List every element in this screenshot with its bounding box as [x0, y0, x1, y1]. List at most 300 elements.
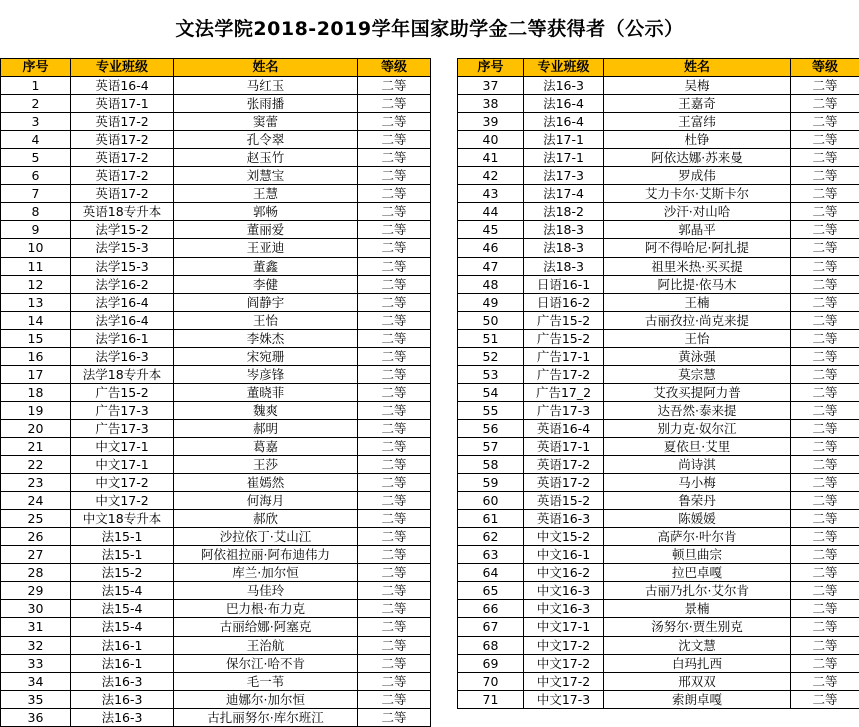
cell-name: 古丽孜拉·尚克来提: [604, 311, 791, 329]
cell-level: 二等: [791, 203, 859, 221]
cell-name: 尚诗淇: [604, 456, 791, 474]
cell-level: 二等: [358, 293, 431, 311]
cell-name: 窦蕾: [174, 113, 358, 131]
cell-index: 17: [1, 365, 71, 383]
header-class: 专业班级: [524, 59, 604, 77]
cell-index: 70: [458, 672, 524, 690]
cell-index: 35: [1, 690, 71, 708]
cell-level: 二等: [791, 474, 859, 492]
cell-index: 50: [458, 311, 524, 329]
table-row: [458, 185, 859, 203]
cell-class: 广告17-2: [524, 365, 604, 383]
page-title: 文法学院2018-2019学年国家助学金二等获得者（公示）: [0, 0, 859, 58]
cell-index: 61: [458, 510, 524, 528]
cell-level: 二等: [791, 167, 859, 185]
cell-name: 达吾然·泰来提: [604, 401, 791, 419]
table-row: [1, 149, 431, 167]
cell-index: 13: [1, 293, 71, 311]
cell-level: 二等: [791, 113, 859, 131]
cell-index: 60: [458, 492, 524, 510]
cell-level: 二等: [791, 329, 859, 347]
cell-index: 34: [1, 672, 71, 690]
table-row: [458, 167, 859, 185]
cell-class: 中文16-3: [524, 582, 604, 600]
cell-name: 古丽乃扎尔·艾尔肯: [604, 582, 791, 600]
cell-class: 广告15-2: [71, 383, 174, 401]
header-index: 序号: [1, 59, 71, 77]
cell-class: 法学15-3: [71, 239, 174, 257]
table-row: [1, 546, 431, 564]
cell-index: 56: [458, 419, 524, 437]
cell-name: 高萨尔·叶尔肯: [604, 528, 791, 546]
cell-index: 58: [458, 456, 524, 474]
table-row: [1, 203, 431, 221]
cell-class: 广告17-3: [71, 419, 174, 437]
cell-class: 法15-4: [71, 618, 174, 636]
cell-index: 30: [1, 600, 71, 618]
table-row: [1, 239, 431, 257]
table-row: [1, 437, 431, 455]
cell-class: 中文15-2: [524, 528, 604, 546]
cell-index: 4: [1, 131, 71, 149]
table-row: [458, 654, 859, 672]
cell-index: 1: [1, 77, 71, 95]
table-row: [1, 77, 431, 95]
cell-level: 二等: [791, 600, 859, 618]
cell-name: 吴梅: [604, 77, 791, 95]
table-row: [458, 365, 859, 383]
cell-index: 7: [1, 185, 71, 203]
cell-class: 广告15-2: [524, 311, 604, 329]
cell-level: 二等: [358, 401, 431, 419]
cell-index: 40: [458, 131, 524, 149]
table-row: [458, 203, 859, 221]
table-row: [458, 636, 859, 654]
cell-class: 法17-3: [524, 167, 604, 185]
cell-index: 22: [1, 456, 71, 474]
cell-class: 法15-2: [71, 564, 174, 582]
cell-class: 法学15-3: [71, 257, 174, 275]
cell-name: 景楠: [604, 600, 791, 618]
cell-level: 二等: [791, 239, 859, 257]
cell-class: 法学16-4: [71, 311, 174, 329]
cell-class: 英语17-2: [71, 149, 174, 167]
cell-name: 张雨播: [174, 95, 358, 113]
table-row: [1, 347, 431, 365]
cell-index: 8: [1, 203, 71, 221]
cell-index: 31: [1, 618, 71, 636]
cell-index: 52: [458, 347, 524, 365]
cell-level: 二等: [791, 365, 859, 383]
cell-name: 崔嫣然: [174, 474, 358, 492]
header-index: 序号: [458, 59, 524, 77]
cell-level: 二等: [791, 185, 859, 203]
cell-level: 二等: [358, 131, 431, 149]
table-row: [458, 546, 859, 564]
cell-index: 55: [458, 401, 524, 419]
cell-index: 66: [458, 600, 524, 618]
cell-class: 中文18专升本: [71, 510, 174, 528]
cell-class: 日语16-2: [524, 293, 604, 311]
cell-name: 王嘉奇: [604, 95, 791, 113]
cell-index: 57: [458, 437, 524, 455]
cell-name: 董晓菲: [174, 383, 358, 401]
cell-level: 二等: [791, 528, 859, 546]
cell-level: 二等: [358, 546, 431, 564]
cell-level: 二等: [791, 275, 859, 293]
cell-name: 艾孜买提阿力普: [604, 383, 791, 401]
cell-level: 二等: [791, 95, 859, 113]
cell-class: 广告17-1: [524, 347, 604, 365]
table-row: [1, 528, 431, 546]
cell-name: 王楠: [604, 293, 791, 311]
cell-name: 李姝杰: [174, 329, 358, 347]
cell-name: 沙汗·对山哈: [604, 203, 791, 221]
table-row: [1, 275, 431, 293]
cell-class: 广告17-3: [71, 401, 174, 419]
cell-class: 英语17-2: [524, 456, 604, 474]
cell-level: 二等: [358, 456, 431, 474]
cell-index: 45: [458, 221, 524, 239]
cell-level: 二等: [358, 636, 431, 654]
cell-name: 邢双双: [604, 672, 791, 690]
cell-level: 二等: [791, 636, 859, 654]
cell-level: 二等: [791, 690, 859, 708]
cell-class: 广告17_2: [524, 383, 604, 401]
cell-level: 二等: [358, 564, 431, 582]
cell-level: 二等: [791, 618, 859, 636]
cell-level: 二等: [358, 528, 431, 546]
table-row: [1, 167, 431, 185]
table-row: [458, 149, 859, 167]
cell-class: 法学16-3: [71, 347, 174, 365]
table-row: [458, 221, 859, 239]
table-row: [458, 528, 859, 546]
cell-index: 49: [458, 293, 524, 311]
cell-index: 62: [458, 528, 524, 546]
cell-level: 二等: [791, 672, 859, 690]
cell-index: 53: [458, 365, 524, 383]
cell-class: 法16-3: [71, 690, 174, 708]
table-row: [1, 474, 431, 492]
cell-level: 二等: [358, 654, 431, 672]
cell-index: 41: [458, 149, 524, 167]
cell-level: 二等: [358, 185, 431, 203]
cell-class: 中文16-1: [524, 546, 604, 564]
cell-index: 26: [1, 528, 71, 546]
table-row: [458, 113, 859, 131]
cell-level: 二等: [358, 77, 431, 95]
cell-name: 李健: [174, 275, 358, 293]
cell-level: 二等: [358, 239, 431, 257]
cell-name: 杜铮: [604, 131, 791, 149]
cell-name: 陈媛媛: [604, 510, 791, 528]
cell-level: 二等: [358, 113, 431, 131]
cell-class: 法18-3: [524, 221, 604, 239]
cell-class: 法16-4: [524, 95, 604, 113]
cell-name: 保尔江·哈不肯: [174, 654, 358, 672]
table-row: [458, 311, 859, 329]
table-row: [458, 275, 859, 293]
cell-level: 二等: [791, 149, 859, 167]
table-row: [458, 347, 859, 365]
cell-class: 中文17-1: [71, 456, 174, 474]
cell-class: 法16-3: [71, 708, 174, 726]
table-row: [1, 311, 431, 329]
cell-name: 葛嘉: [174, 437, 358, 455]
cell-class: 英语17-2: [71, 131, 174, 149]
cell-class: 法18-3: [524, 239, 604, 257]
cell-index: 5: [1, 149, 71, 167]
cell-name: 沙拉依丁·艾山江: [174, 528, 358, 546]
cell-index: 29: [1, 582, 71, 600]
cell-level: 二等: [358, 582, 431, 600]
cell-name: 沈文慧: [604, 636, 791, 654]
cell-name: 黄泳强: [604, 347, 791, 365]
cell-index: 63: [458, 546, 524, 564]
cell-index: 32: [1, 636, 71, 654]
cell-class: 英语17-2: [71, 167, 174, 185]
cell-class: 英语16-4: [524, 419, 604, 437]
cell-index: 23: [1, 474, 71, 492]
cell-class: 中文17-3: [524, 690, 604, 708]
cell-index: 33: [1, 654, 71, 672]
cell-index: 9: [1, 221, 71, 239]
header-class: 专业班级: [71, 59, 174, 77]
cell-name: 董鑫: [174, 257, 358, 275]
cell-class: 英语15-2: [524, 492, 604, 510]
cell-name: 别力克·奴尔江: [604, 419, 791, 437]
cell-index: 68: [458, 636, 524, 654]
header-row: [458, 59, 859, 77]
table-row: [458, 131, 859, 149]
table-row: [458, 401, 859, 419]
cell-class: 法16-3: [71, 672, 174, 690]
cell-index: 44: [458, 203, 524, 221]
cell-level: 二等: [791, 383, 859, 401]
cell-index: 6: [1, 167, 71, 185]
cell-index: 27: [1, 546, 71, 564]
cell-level: 二等: [791, 582, 859, 600]
cell-index: 15: [1, 329, 71, 347]
table-row: [1, 672, 431, 690]
table-row: [1, 329, 431, 347]
cell-name: 王治航: [174, 636, 358, 654]
cell-name: 马小梅: [604, 474, 791, 492]
cell-level: 二等: [791, 654, 859, 672]
cell-index: 69: [458, 654, 524, 672]
table-row: [458, 672, 859, 690]
header-name: 姓名: [174, 59, 358, 77]
cell-name: 古扎丽努尔·库尔班江: [174, 708, 358, 726]
cell-class: 法18-3: [524, 257, 604, 275]
cell-class: 法15-4: [71, 600, 174, 618]
cell-name: 魏爽: [174, 401, 358, 419]
cell-level: 二等: [791, 77, 859, 95]
cell-name: 古丽给娜·阿塞克: [174, 618, 358, 636]
cell-level: 二等: [358, 437, 431, 455]
cell-level: 二等: [791, 221, 859, 239]
table-row: [1, 510, 431, 528]
table-row: [1, 131, 431, 149]
right-table: [457, 58, 859, 709]
table-row: [1, 600, 431, 618]
cell-class: 英语16-3: [524, 510, 604, 528]
cell-name: 孔令翠: [174, 131, 358, 149]
cell-name: 王怡: [174, 311, 358, 329]
table-row: [1, 95, 431, 113]
cell-index: 2: [1, 95, 71, 113]
cell-level: 二等: [358, 149, 431, 167]
cell-name: 阿不得哈尼·阿扎提: [604, 239, 791, 257]
cell-name: 岑彦锋: [174, 365, 358, 383]
table-row: [1, 293, 431, 311]
cell-class: 中文17-2: [71, 492, 174, 510]
cell-index: 19: [1, 401, 71, 419]
cell-index: 28: [1, 564, 71, 582]
cell-level: 二等: [358, 690, 431, 708]
cell-name: 库兰·加尔恒: [174, 564, 358, 582]
cell-index: 21: [1, 437, 71, 455]
cell-level: 二等: [358, 311, 431, 329]
cell-index: 46: [458, 239, 524, 257]
cell-name: 罗成伟: [604, 167, 791, 185]
cell-level: 二等: [791, 546, 859, 564]
cell-level: 二等: [791, 437, 859, 455]
cell-name: 董丽爱: [174, 221, 358, 239]
table-row: [1, 618, 431, 636]
cell-name: 顿旦曲宗: [604, 546, 791, 564]
cell-index: 14: [1, 311, 71, 329]
cell-class: 法15-1: [71, 546, 174, 564]
table-row: [458, 456, 859, 474]
cell-index: 65: [458, 582, 524, 600]
cell-name: 王富纬: [604, 113, 791, 131]
cell-level: 二等: [791, 311, 859, 329]
cell-class: 法16-1: [71, 654, 174, 672]
table-row: [458, 618, 859, 636]
cell-name: 巴力根·布力克: [174, 600, 358, 618]
cell-name: 王亚迪: [174, 239, 358, 257]
cell-name: 迪娜尔·加尔恒: [174, 690, 358, 708]
cell-class: 中文17-1: [524, 618, 604, 636]
cell-index: 12: [1, 275, 71, 293]
table-row: [1, 690, 431, 708]
table-row: [458, 600, 859, 618]
cell-class: 中文16-2: [524, 564, 604, 582]
cell-level: 二等: [358, 672, 431, 690]
cell-level: 二等: [791, 131, 859, 149]
cell-class: 英语17-2: [71, 113, 174, 131]
cell-level: 二等: [358, 383, 431, 401]
table-row: [1, 636, 431, 654]
cell-class: 中文17-2: [71, 474, 174, 492]
table-row: [1, 708, 431, 726]
cell-class: 法18-2: [524, 203, 604, 221]
cell-name: 刘慧宝: [174, 167, 358, 185]
cell-level: 二等: [791, 401, 859, 419]
table-row: [1, 221, 431, 239]
cell-class: 英语17-2: [524, 474, 604, 492]
cell-name: 索朗卓嘎: [604, 690, 791, 708]
cell-name: 王莎: [174, 456, 358, 474]
table-row: [1, 257, 431, 275]
cell-name: 马佳玲: [174, 582, 358, 600]
table-row: [458, 383, 859, 401]
cell-class: 中文17-2: [524, 654, 604, 672]
left-table: [0, 58, 431, 727]
cell-name: 祖里米热·买买提: [604, 257, 791, 275]
table-row: [1, 492, 431, 510]
cell-name: 马红玉: [174, 77, 358, 95]
cell-class: 法15-4: [71, 582, 174, 600]
cell-level: 二等: [358, 510, 431, 528]
cell-name: 何海月: [174, 492, 358, 510]
header-level: 等级: [358, 59, 431, 77]
cell-level: 二等: [358, 275, 431, 293]
header-row: [1, 59, 431, 77]
cell-index: 39: [458, 113, 524, 131]
cell-class: 英语17-2: [71, 185, 174, 203]
cell-level: 二等: [358, 708, 431, 726]
table-row: [1, 654, 431, 672]
cell-class: 法16-1: [71, 636, 174, 654]
cell-class: 中文17-1: [71, 437, 174, 455]
cell-level: 二等: [791, 492, 859, 510]
cell-index: 43: [458, 185, 524, 203]
cell-class: 英语18专升本: [71, 203, 174, 221]
cell-class: 法学16-2: [71, 275, 174, 293]
cell-index: 51: [458, 329, 524, 347]
cell-level: 二等: [791, 564, 859, 582]
cell-index: 42: [458, 167, 524, 185]
cell-class: 法学18专升本: [71, 365, 174, 383]
cell-class: 中文17-2: [524, 672, 604, 690]
table-row: [1, 401, 431, 419]
cell-index: 59: [458, 474, 524, 492]
cell-level: 二等: [791, 257, 859, 275]
cell-name: 宋宛珊: [174, 347, 358, 365]
cell-class: 中文17-2: [524, 636, 604, 654]
cell-index: 36: [1, 708, 71, 726]
cell-index: 71: [458, 690, 524, 708]
table-row: [458, 419, 859, 437]
table-row: [1, 383, 431, 401]
table-row: [458, 293, 859, 311]
cell-name: 郝欣: [174, 510, 358, 528]
table-row: [1, 419, 431, 437]
cell-class: 英语16-4: [71, 77, 174, 95]
cell-name: 王怡: [604, 329, 791, 347]
table-row: [458, 690, 859, 708]
cell-class: 法17-1: [524, 149, 604, 167]
cell-name: 鲁荣丹: [604, 492, 791, 510]
cell-name: 赵玉竹: [174, 149, 358, 167]
header-name: 姓名: [604, 59, 791, 77]
cell-index: 47: [458, 257, 524, 275]
cell-level: 二等: [791, 293, 859, 311]
cell-class: 法学16-1: [71, 329, 174, 347]
cell-level: 二等: [791, 510, 859, 528]
cell-class: 法16-3: [524, 77, 604, 95]
cell-level: 二等: [791, 347, 859, 365]
cell-name: 王慧: [174, 185, 358, 203]
cell-index: 64: [458, 564, 524, 582]
table-row: [1, 185, 431, 203]
cell-index: 25: [1, 510, 71, 528]
table-row: [458, 474, 859, 492]
cell-level: 二等: [791, 419, 859, 437]
